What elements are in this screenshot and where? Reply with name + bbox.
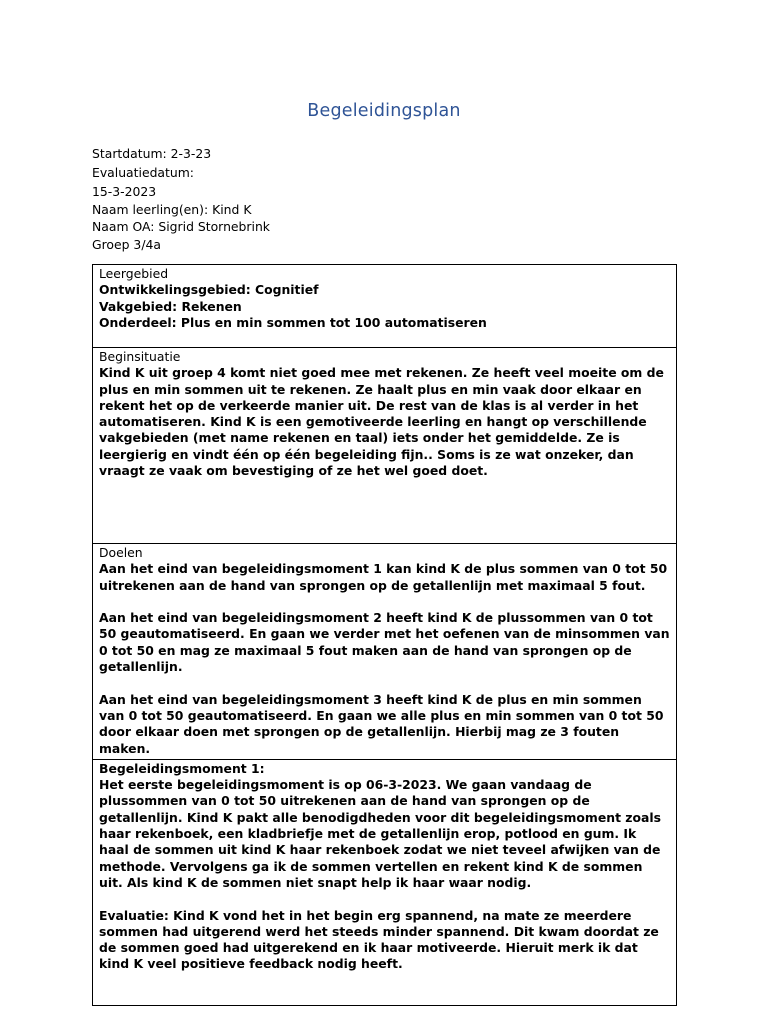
row-beginsituatie — [93, 348, 677, 544]
doel-2: Aan het eind van begeleidingsmoment 2 heeft kind K de plussommen van 0 tot 50 geautomatiseerd. En gaan we verder met het oefenen van de minsommen van 0 tot 50 en mag ze maximaal 5 fout maken aan de hand van sprongen op de getallenlijn. — [99, 610, 670, 675]
doel-3: Aan het eind van begeleidingsmoment 3 heeft kind K de plus en min sommen van 0 tot 50 geautomatiseerd. En gaan we alle plus en min sommen van 0 tot 50 door elkaar doen met sprongen op de getallenlijn. Hierbij mag ze 3 fouten maken. — [99, 691, 664, 756]
group: Groep 3/4a — [92, 236, 161, 252]
moment-1-label: Begeleidingsmoment 1: — [99, 760, 265, 776]
plan-metadata — [92, 145, 270, 253]
row-begeleidingsmoment-1 — [93, 759, 677, 1005]
row-doelen — [93, 544, 677, 760]
cell-beginsituatie — [93, 348, 677, 544]
moment-1-text: Het eerste begeleidingsmoment is op 06-3-2023. We gaan vandaag de plussommen van 0 tot 50 uitrekenen aan de hand van sprongen op de getallenlijn. Kind K pakt alle benodigdheden voor dit begeleidingsmoment zoals haar rekenboek, een kladbriefje met de getallenlijn erop, potlood en gum. Ik haal de sommen uit kind K haar rekenboek zodat we niet teveel afwijken van de methode. Vervolgens ga ik de sommen vertellen en rekent kind K de sommen uit. Als kind K de sommen niet snapt help ik haar waar nodig. — [99, 777, 662, 890]
cell-doelen — [93, 544, 677, 760]
row-leergebied — [93, 265, 677, 348]
page-title: Begeleidingsplan — [307, 101, 461, 121]
onderdeel: Onderdeel: Plus en min sommen tot 100 automatiseren — [99, 314, 487, 330]
doel-1: Aan het eind van begeleidingsmoment 1 kan kind K de plus sommen van 0 tot 50 uitrekenen aan de hand van sprongen op de getallenlijn met maximaal 5 fout. — [99, 561, 668, 593]
ontwikkelingsgebied: Ontwikkelingsgebied: Cognitief — [99, 282, 319, 298]
moment-1-evaluatie: Evaluatie: Kind K vond het in het begin erg spannend, na mate ze meerdere sommen had uitgerend werd het steeds minder spannend. Dit kwam doordat ze de sommen goed had uitgerekend en ik haar motiveerde. Hieruit merk ik dat kind K veel positieve feedback nodig heeft. — [99, 907, 659, 972]
evaluation-date-value: 15-3-2023 — [92, 184, 157, 199]
beginsituatie-text: Kind K uit groep 4 komt niet goed mee met rekenen. Ze heeft veel moeite om de plus en min sommen uit te rekenen. Ze haalt plus en min vaak door elkaar en rekent het op de verkeerde manier uit. De rest van de klas is al verder in het automatiseren. Kind K is een gemotiveerde leerling en hangt op verschillende vakgebieden (met name rekenen en taal) iets onder het gemiddelde. Ze is leergierig en vindt één op één begeleiding fijn.. Soms is ze wat onzeker, dan vraagt ze vaak om bevestiging of ze het wel goed doet. — [99, 365, 664, 479]
doelen-label: Doelen — [99, 545, 143, 560]
student-name: Naam leerling(en): Kind K — [92, 201, 252, 217]
evaluation-date-label: Evaluatiedatum: — [92, 165, 194, 180]
vakgebied: Vakgebied: Rekenen — [99, 298, 242, 314]
plan-table — [92, 264, 677, 1006]
leergebied-label: Leergebied — [99, 266, 169, 281]
start-date: Startdatum: 2-3-23 — [92, 146, 212, 161]
cell-begeleidingsmoment-1 — [93, 759, 677, 1005]
beginsituatie-label: Beginsituatie — [99, 349, 181, 364]
cell-leergebied — [93, 265, 677, 348]
assistant-name: Naam OA: Sigrid Stornebrink — [92, 219, 270, 234]
